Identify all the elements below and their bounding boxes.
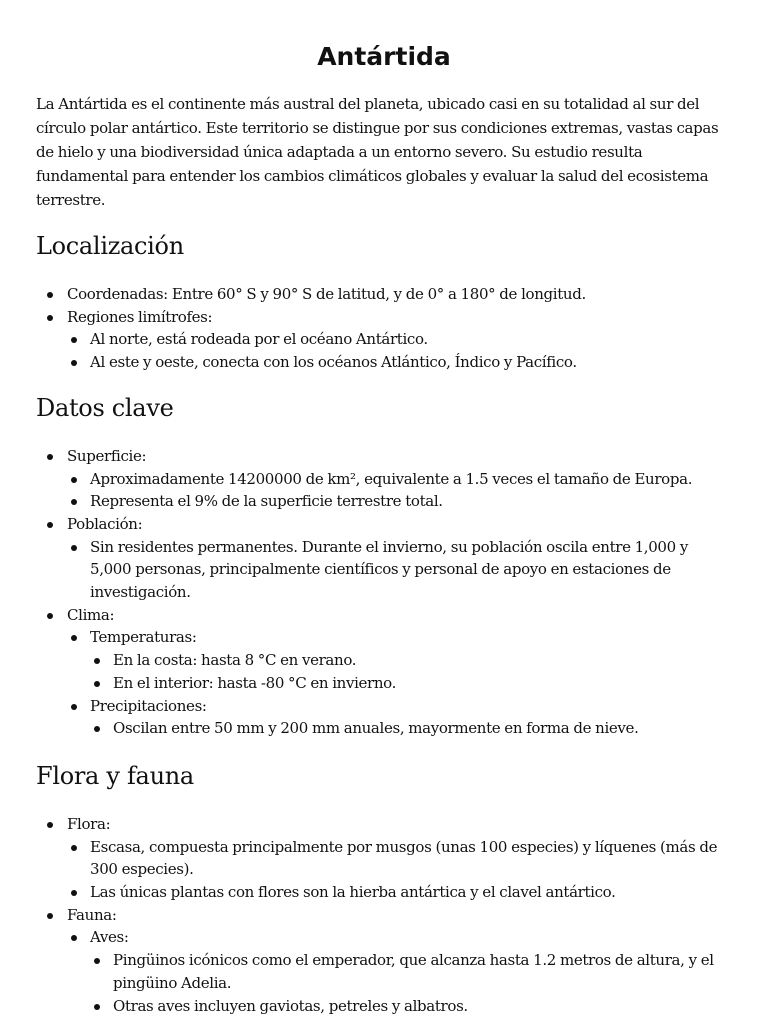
aves-sublist — [90, 949, 732, 1017]
datos-list — [36, 445, 732, 740]
localizacion-list — [36, 283, 732, 374]
list-item-temperaturas — [67, 626, 732, 694]
list-item-clima — [36, 604, 732, 740]
clima-sublist — [67, 626, 732, 740]
list-item: Pingüinos icónicos como el emperador, que alcanza hasta 1.2 metros de altura, y el pingüino Adelia. — [90, 949, 732, 994]
poblacion-sublist — [67, 536, 732, 604]
list-item-regiones — [36, 306, 732, 374]
list-item: Sin residentes permanentes. Durante el invierno, su población oscila entre 1,000 y 5,000 personas, principalmente científicos y personal de apoyo en estaciones de investigación. — [67, 536, 732, 604]
superficie-label: Superficie: — [67, 446, 147, 465]
list-item: Al este y oeste, conecta con los océanos Atlántico, Índico y Pacífico. — [67, 351, 732, 374]
fauna-sublist — [67, 926, 732, 1017]
list-item: Las únicas plantas con flores son la hierba antártica y el clavel antártico. — [67, 881, 732, 904]
list-item: Representa el 9% de la superficie terrestre total. — [67, 490, 732, 513]
list-item-coordenadas — [36, 283, 732, 306]
precipitaciones-sublist — [90, 717, 732, 740]
list-item-precipitaciones — [67, 695, 732, 740]
list-item: Aproximadamente 14200000 de km², equivalente a 1.5 veces el tamaño de Europa. — [67, 468, 732, 491]
intro-paragraph: La Antártida es el continente más austral del planeta, ubicado casi en su totalidad al sur del círculo polar antártico. Este territorio se distingue por sus condiciones extremas, vastas capas de hielo y una biodiversidad única adaptada a un entorno severo. Su estudio resulta fundamental para entender los cambios climáticos globales y evaluar la salud del ecosistema terrestre. — [36, 95, 719, 209]
coordenadas-text: Coordenadas: Entre 60° S y 90° S de latitud, y de 0° a 180° de longitud. — [67, 285, 586, 303]
section-heading-datos-clave: Datos clave — [36, 393, 174, 422]
superficie-sublist — [67, 468, 732, 513]
list-item: En la costa: hasta 8 °C en verano. — [90, 649, 732, 672]
precipitaciones-label: Precipitaciones: — [90, 696, 207, 715]
regiones-sublist — [67, 328, 732, 373]
list-item-superficie — [36, 445, 732, 513]
poblacion-label: Población: — [67, 514, 143, 533]
list-item: Otras aves incluyen gaviotas, petreles y albatros. — [90, 995, 732, 1018]
flora-fauna-list — [36, 813, 732, 1017]
flora-label: Flora: — [67, 814, 111, 833]
list-item-flora — [36, 813, 732, 904]
page-title: Antártida — [317, 42, 451, 71]
regiones-label: Regiones limítrofes: — [67, 307, 213, 326]
list-item: En el interior: hasta -80 °C en invierno. — [90, 672, 732, 695]
section-heading-flora-fauna: Flora y fauna — [36, 761, 194, 790]
list-item-poblacion — [36, 513, 732, 604]
list-item: Al norte, está rodeada por el océano Antártico. — [67, 328, 732, 351]
list-item: Escasa, compuesta principalmente por musgos (unas 100 especies) y líquenes (más de 300 especies). — [67, 836, 732, 881]
section-heading-localizacion: Localización — [36, 232, 184, 260]
temperaturas-sublist — [90, 649, 732, 694]
flora-sublist — [67, 836, 732, 904]
aves-label: Aves: — [90, 928, 129, 947]
list-item-aves — [67, 926, 732, 1017]
clima-label: Clima: — [67, 605, 115, 624]
temperaturas-label: Temperaturas: — [90, 628, 197, 647]
list-item-fauna — [36, 904, 732, 1018]
fauna-label: Fauna: — [67, 905, 117, 924]
list-item: Oscilan entre 50 mm y 200 mm anuales, mayormente en forma de nieve. — [90, 717, 732, 740]
